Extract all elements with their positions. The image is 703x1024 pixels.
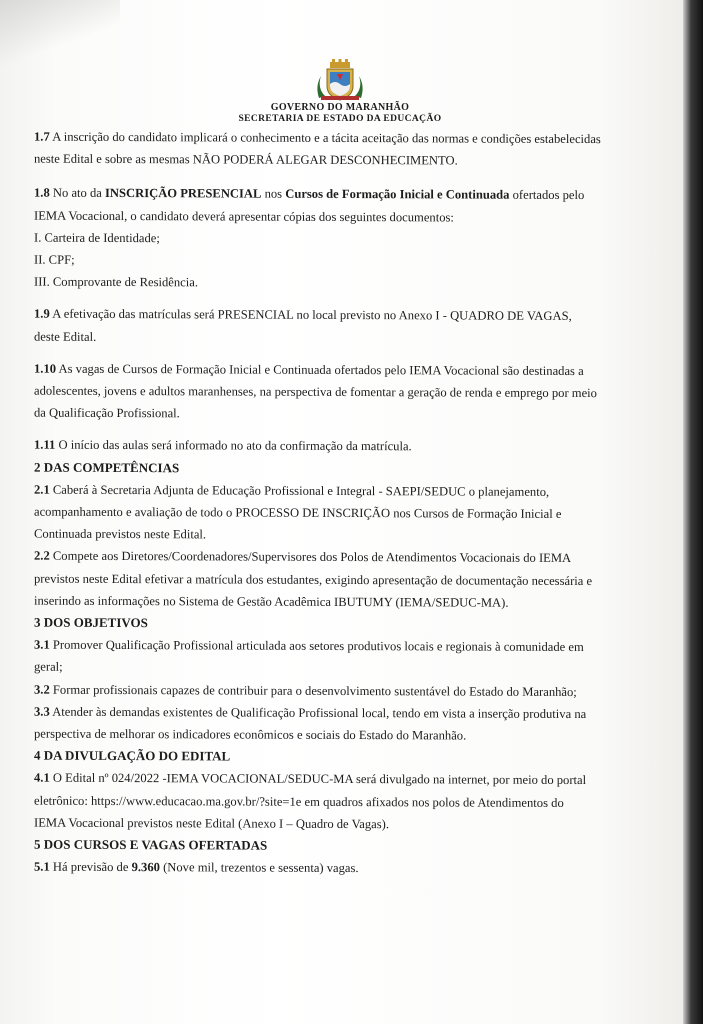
item-text: Caberá à Secretaria Adjunta de Educação Profissional e Integral - SAEPI/SEDUC o planejamento,: [49, 482, 550, 499]
section-1-8: [34, 182, 660, 296]
list-item: II. CPF;: [34, 252, 75, 267]
item-number: 2.2: [34, 549, 50, 564]
item-text: A inscrição do candidato implicará o conhecimento e a tácita aceitação das normas e condições estabelecidas: [49, 129, 601, 147]
item-text: (Nove mil, trezentos e sessenta) vagas.: [159, 860, 359, 876]
item-number: 5.1: [34, 859, 50, 874]
section-1-7: [34, 126, 660, 173]
item-text: O início das aulas será informado no ato da confirmação da matrícula.: [55, 438, 412, 454]
secretariat-title: SECRETARIA DE ESTADO DA EDUCAÇÃO: [238, 114, 442, 124]
item-text: acompanhamento e avaliação de todo o PROCESSO DE INSCRIÇÃO nos Cursos de Formação Inicial e: [34, 504, 562, 521]
section-3-1: [34, 634, 660, 681]
section-heading-3: 3 DOS OBJETIVOS: [34, 614, 148, 631]
item-number: 1.11: [34, 438, 56, 453]
item-number: 1.9: [34, 307, 50, 322]
section-1-9: [34, 303, 660, 350]
item-number: 3.2: [34, 682, 50, 697]
item-text: A efetivação das matrículas será PRESENCIAL no local previsto no Anexo I - QUADRO DE VAGAS,: [49, 307, 572, 324]
government-title: GOVERNO DO MARANHÃO: [270, 102, 410, 113]
bold-term: Cursos de Formação Inicial e Continuada: [285, 187, 510, 203]
section-2-2: [34, 545, 660, 614]
item-text: Atender às demandas existentes de Qualificação Profissional local, tendo em vista a inserção produtiva na: [49, 704, 587, 721]
item-number: 1.8: [34, 186, 50, 201]
section-2-1: [34, 478, 660, 547]
item-text: Formar profissionais capazes de contribuir para o desenvolvimento sustentável do Estado do Maranhão;: [49, 682, 577, 699]
item-text: Continuada previstos neste Edital.: [34, 526, 207, 542]
section-3-2: [34, 678, 660, 703]
document-header: [0, 58, 680, 125]
page-edge-shadow: [683, 0, 703, 1024]
section-heading-4: 4 DA DIVULGAÇÃO DO EDITAL: [34, 747, 231, 764]
section-heading-5: 5 DOS CURSOS E VAGAS OFERTADAS: [34, 836, 268, 853]
coat-of-arms-icon: [313, 58, 367, 102]
document-body: [34, 126, 660, 881]
item-text: nos: [261, 187, 286, 202]
item-text: Promover Qualificação Profissional articulada aos setores produtivos locais e regionais à comunidade em: [49, 637, 584, 655]
item-text: perspectiva de melhorar os indicadores econômicos e sociais do Estado do Maranhão.: [34, 726, 467, 743]
item-text: neste Edital e sobre as mesmas NÃO PODERÁ ALEGAR DESCONHECIMENTO.: [34, 151, 458, 168]
item-text: IEMA Vocacional, o candidato deverá apresentar cópias dos seguintes documentos:: [34, 208, 454, 225]
section-1-11: [34, 434, 660, 459]
section-5-1: [34, 856, 660, 881]
item-text: O Edital nº 024/2022 -IEMA VOCACIONAL/SEDUC-MA será divulgado na internet, por meio do portal: [49, 771, 587, 788]
item-text: eletrônico: https://www.educacao.ma.gov.br/?site=1e em quadros afixados nos polos de Atendimentos do: [34, 793, 564, 810]
section-1-10: [34, 357, 660, 426]
item-text: previstos neste Edital efetivar a matrícula dos estudantes, exigindo apresentação de documentação necessária e: [34, 571, 593, 588]
item-number: 1.10: [34, 361, 57, 376]
item-number: 2.1: [34, 482, 50, 497]
bold-term: INSCRIÇÃO PRESENCIAL: [105, 186, 262, 202]
item-text: Compete aos Diretores/Coordenadores/Supervisores dos Polos de Atendimentos Vocacionais do IEMA: [49, 549, 572, 566]
item-text: da Qualificação Profissional.: [34, 405, 180, 421]
item-text: As vagas de Cursos de Formação Inicial e Continuada ofertados pelo IEMA Vocacional são destinadas a: [56, 361, 584, 378]
item-number: 4.1: [34, 771, 50, 786]
item-text: Há previsão de: [49, 859, 132, 875]
item-number: 3.3: [34, 704, 50, 719]
item-number: 1.7: [34, 129, 50, 144]
item-text: IEMA Vocacional previstos neste Edital (Anexo I – Quadro de Vagas).: [34, 815, 389, 832]
list-item: III. Comprovante de Residência.: [34, 274, 199, 290]
section-4-1: [34, 767, 660, 836]
item-text: deste Edital.: [34, 329, 97, 344]
item-text: geral;: [34, 660, 63, 675]
item-text: ofertados pelo: [509, 188, 585, 203]
item-text: No ato da: [49, 186, 106, 201]
section-3-3: [34, 701, 660, 748]
item-text: adolescentes, jovens e adultos maranhenses, na perspectiva de fomentar a geração de renda e emprego por meio: [34, 383, 597, 401]
list-item: I. Carteira de Identidade;: [34, 230, 160, 245]
item-text: inserindo as informações no Sistema de Gestão Acadêmica IBUTUMY (IEMA/SEDUC-MA).: [34, 593, 509, 610]
bold-term: 9.360: [131, 860, 160, 875]
section-heading-2: 2 DAS COMPETÊNCIAS: [34, 459, 180, 475]
item-number: 3.1: [34, 637, 50, 652]
